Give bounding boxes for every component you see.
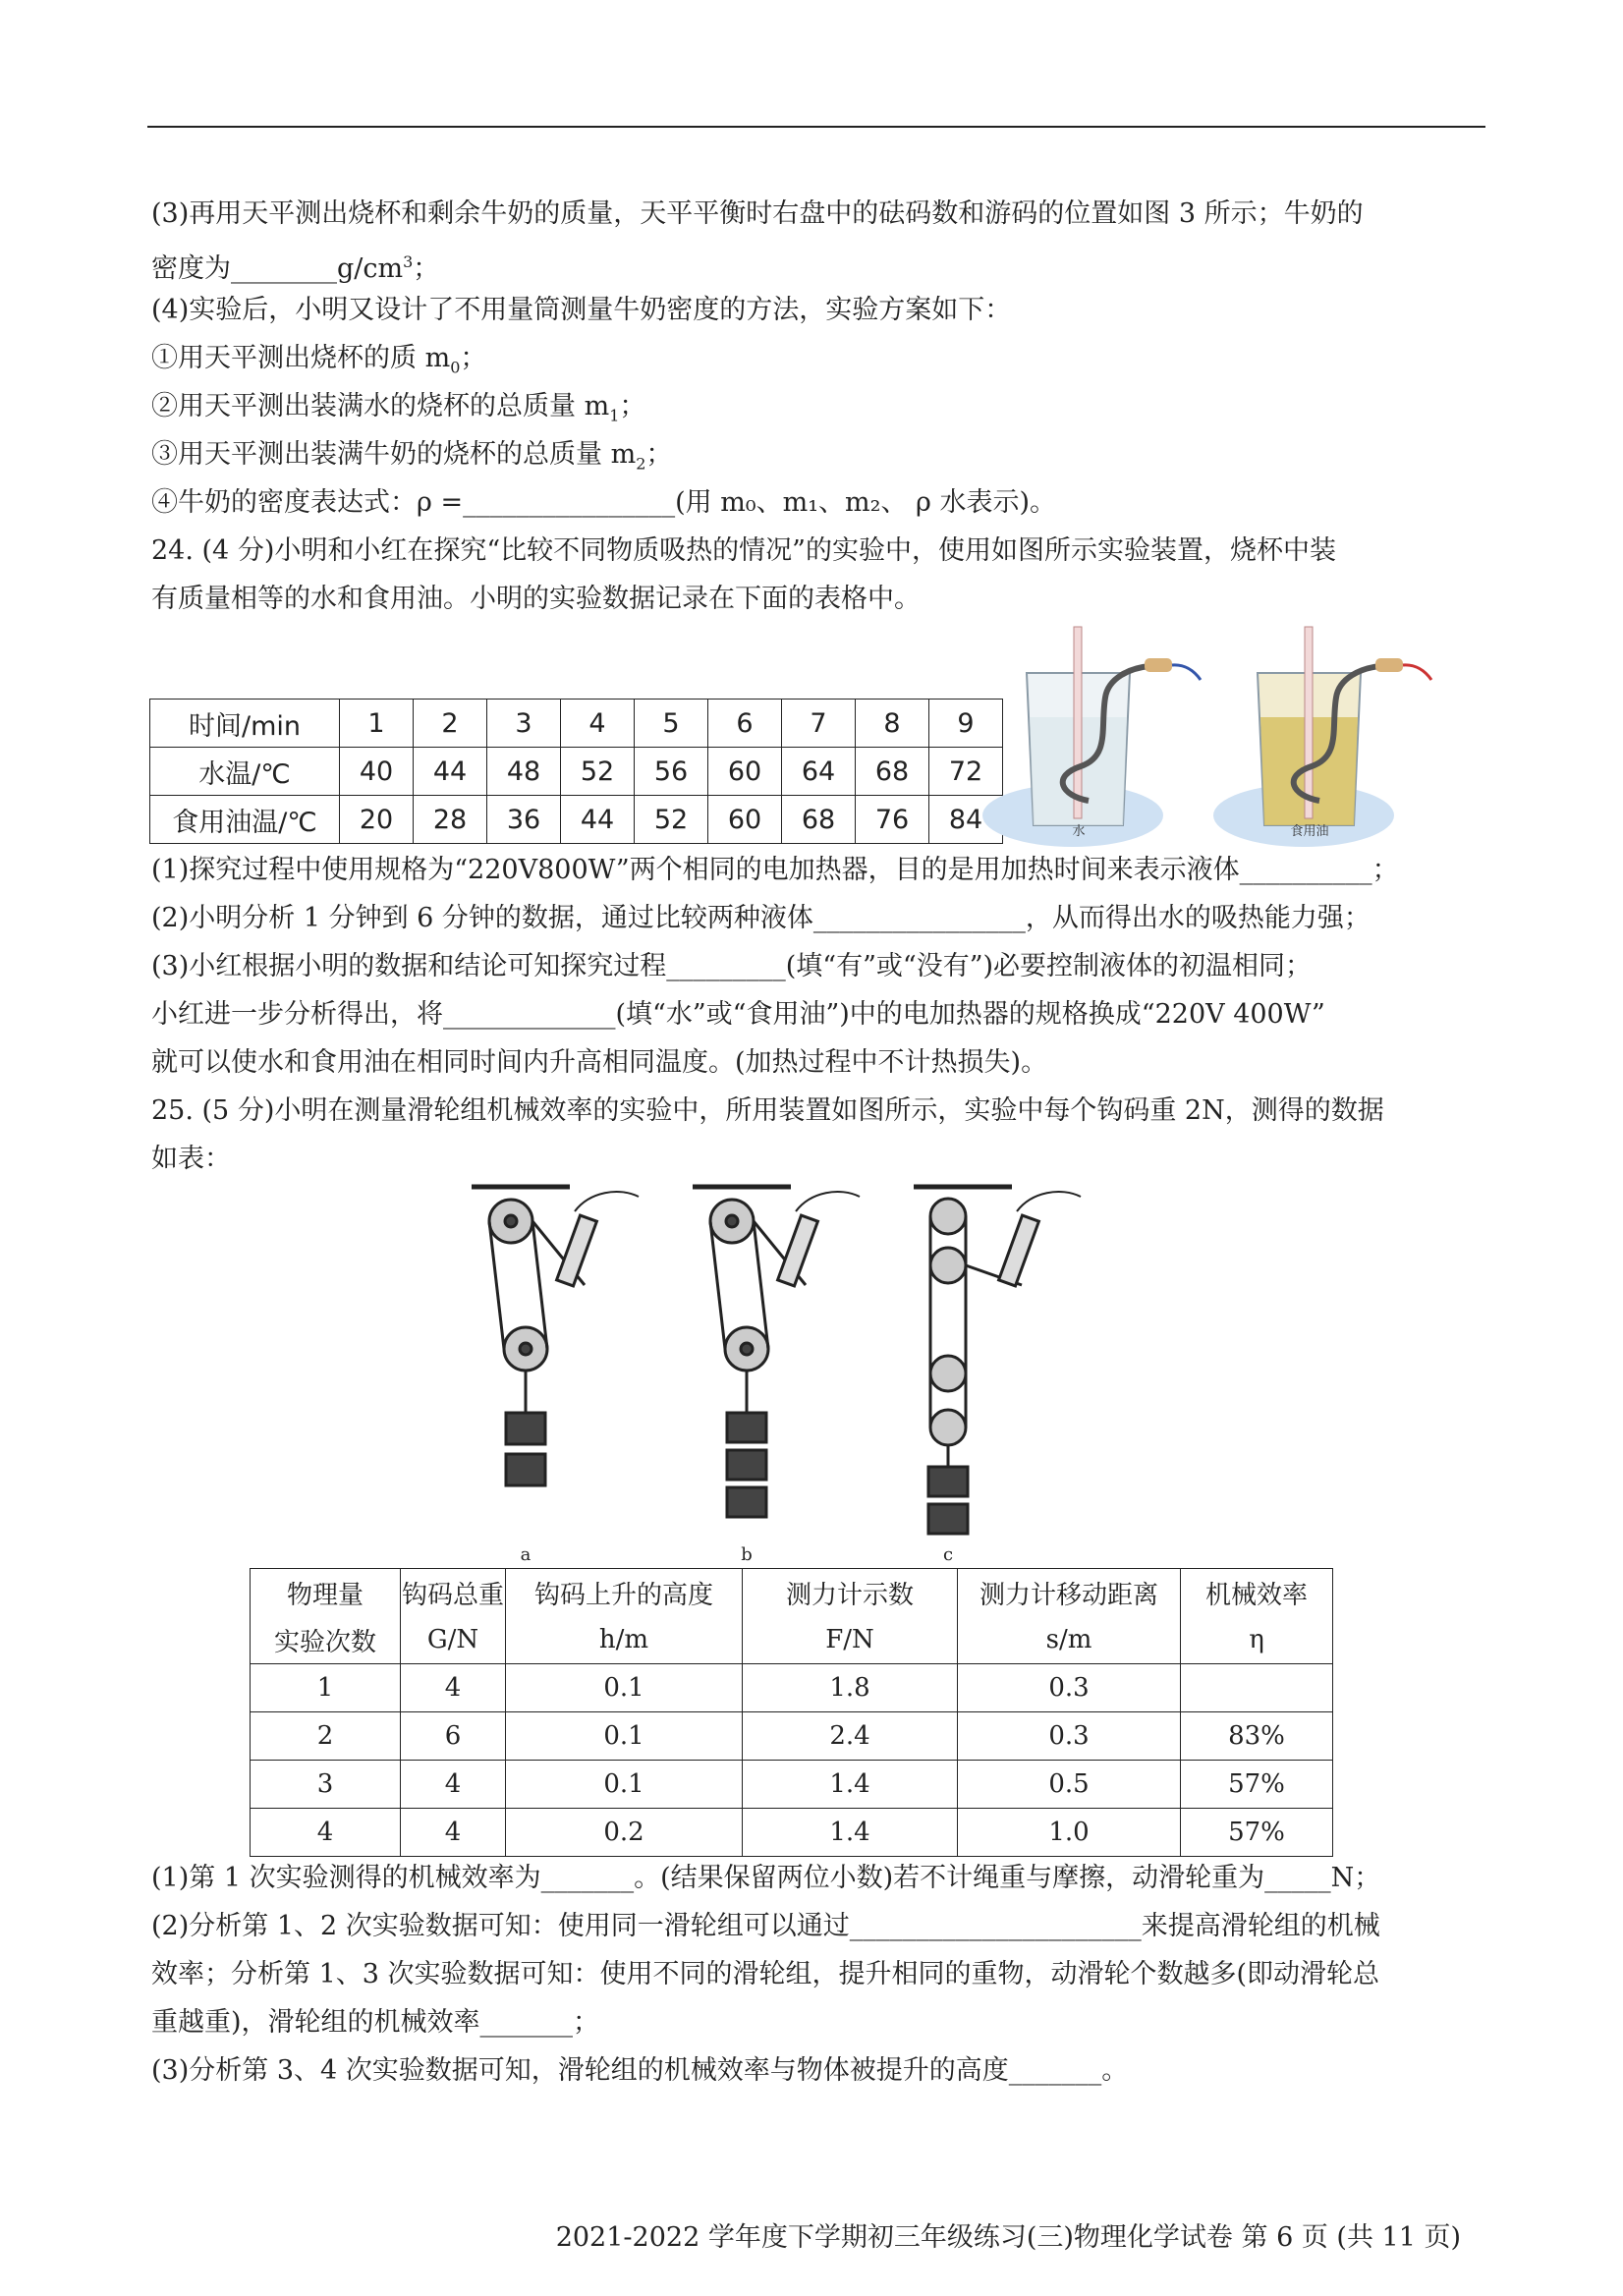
q23-part4: (4)实验后，小明又设计了不用量筒测量牛奶密度的方法，实验方案如下： — [151, 295, 1012, 325]
q23-step1: ①用天平测出烧杯的质 $m_0$； — [151, 343, 487, 377]
q24-stem-line1: 24. (4 分)小明和小红在探究“比较不同物质吸热的情况”的实验中，使用如图所示实验装置，烧杯中装 — [151, 535, 1336, 566]
page-footer: 2021-2022 学年度下学期初三年级练习(三)物理化学试卷 第 6 页 (共 11 页) — [555, 2222, 1461, 2253]
oil-beaker-icon — [1258, 627, 1431, 825]
q25-part2-line1: (2)分析第 1、2 次实验数据可知：使用同一滑轮组可以通过______________________来提高滑轮组的机械 — [151, 1911, 1380, 1941]
water-beaker-icon — [1027, 627, 1201, 825]
pulley-label-a: a — [520, 1544, 532, 1565]
table-row: 食用油温/℃ 20 28 36 44 52 60 68 76 84 — [150, 796, 1003, 844]
table-row: 时间/min 1 2 3 4 5 6 7 8 9 — [150, 700, 1003, 748]
pulley-data-table — [250, 1568, 1333, 1857]
table-row: 1 4 0.1 1.8 0.3 — [251, 1664, 1333, 1712]
table-row: 3 4 0.1 1.4 0.5 57% — [251, 1761, 1333, 1809]
water-label: 水 — [1072, 824, 1086, 839]
table-row: 2 6 0.1 2.4 0.3 83% — [251, 1712, 1333, 1761]
q23-part3-line2: 密度为$\_\_\_\_\_\_\_\_g/cm^3$； — [151, 252, 440, 284]
oil-label: 食用油 — [1290, 824, 1329, 839]
pulley-setup-b — [693, 1187, 860, 1517]
q25-part3: (3)分析第 3、4 次实验数据可知，滑轮组的机械效率与物体被提升的高度_______。 — [151, 2055, 1129, 2086]
q25-part2-line3: 重越重)，滑轮组的机械效率_______； — [151, 2007, 600, 2038]
pulley-label-b: b — [741, 1544, 753, 1565]
table-header-row: 物理量 钩码总重 钩码上升的高度 测力计示数 测力计移动距离 机械效率 — [251, 1569, 1333, 1617]
q24-part3-line2: 小红进一步分析得出，将_____________(填“水”或“食用油”)中的电加热器的规格换成“220V 400W” — [151, 999, 1325, 1030]
pulley-setup-c — [914, 1187, 1081, 1534]
q25-stem-line2: 如表： — [151, 1144, 231, 1174]
table-row: 水温/℃ 40 44 48 52 56 60 64 68 72 — [150, 748, 1003, 796]
q23-step3: ③用天平测出装满牛奶的烧杯的总质量 $m_2$； — [151, 439, 673, 474]
table-header-row: 实验次数 G/N h/m F/N s/m η — [251, 1616, 1333, 1664]
q25-stem-line1: 25. (5 分)小明在测量滑轮组机械效率的实验中，所用装置如图所示，实验中每个钩码重 2N，测得的数据 — [151, 1095, 1384, 1126]
pulley-label-c: c — [942, 1544, 954, 1565]
table-row: 4 4 0.2 1.4 1.0 57% — [251, 1809, 1333, 1857]
q23-step4: ④牛奶的密度表达式：ρ =________________(用 m₀、m₁、m₂、 ρ 水表示)。 — [151, 487, 1057, 518]
beaker-heating-figure — [982, 619, 1474, 850]
q23-step2: ②用天平测出装满水的烧杯的总质量 $m_1$； — [151, 391, 646, 425]
q25-part2-line2: 效率；分析第 1、3 次实验数据可知：使用不同的滑轮组，提升相同的重物，动滑轮个数越多(即动滑轮总 — [151, 1959, 1380, 1989]
pulley-setup-a — [472, 1187, 639, 1485]
header-rule — [147, 126, 1485, 128]
q24-part1: (1)探究过程中使用规格为“220V800W”两个相同的电加热器，目的是用加热时间来表示液体__________； — [151, 855, 1399, 885]
heating-data-table — [149, 699, 1003, 844]
q24-stem-line2: 有质量相等的水和食用油。小明的实验数据记录在下面的表格中。 — [151, 584, 921, 614]
q24-part2: (2)小明分析 1 分钟到 6 分钟的数据，通过比较两种液体________________，从而得出水的吸热能力强； — [151, 903, 1371, 933]
pulley-system-figure — [462, 1177, 1169, 1565]
q24-part3-line1: (3)小红根据小明的数据和结论可知探究过程_________(填“有”或“没有”)必要控制液体的初温相同； — [151, 951, 1313, 981]
q24-part3-line3: 就可以使水和食用油在相同时间内升高相同温度。(加热过程中不计热损失)。 — [151, 1047, 1048, 1078]
q23-part3-line1: (3)再用天平测出烧杯和剩余牛奶的质量，天平平衡时右盘中的砝码数和游码的位置如图 3 所示；牛奶的 — [151, 198, 1364, 229]
q25-part1: (1)第 1 次实验测得的机械效率为_______。(结果保留两位小数)若不计绳重与摩擦，动滑轮重为_____N； — [151, 1863, 1381, 1893]
